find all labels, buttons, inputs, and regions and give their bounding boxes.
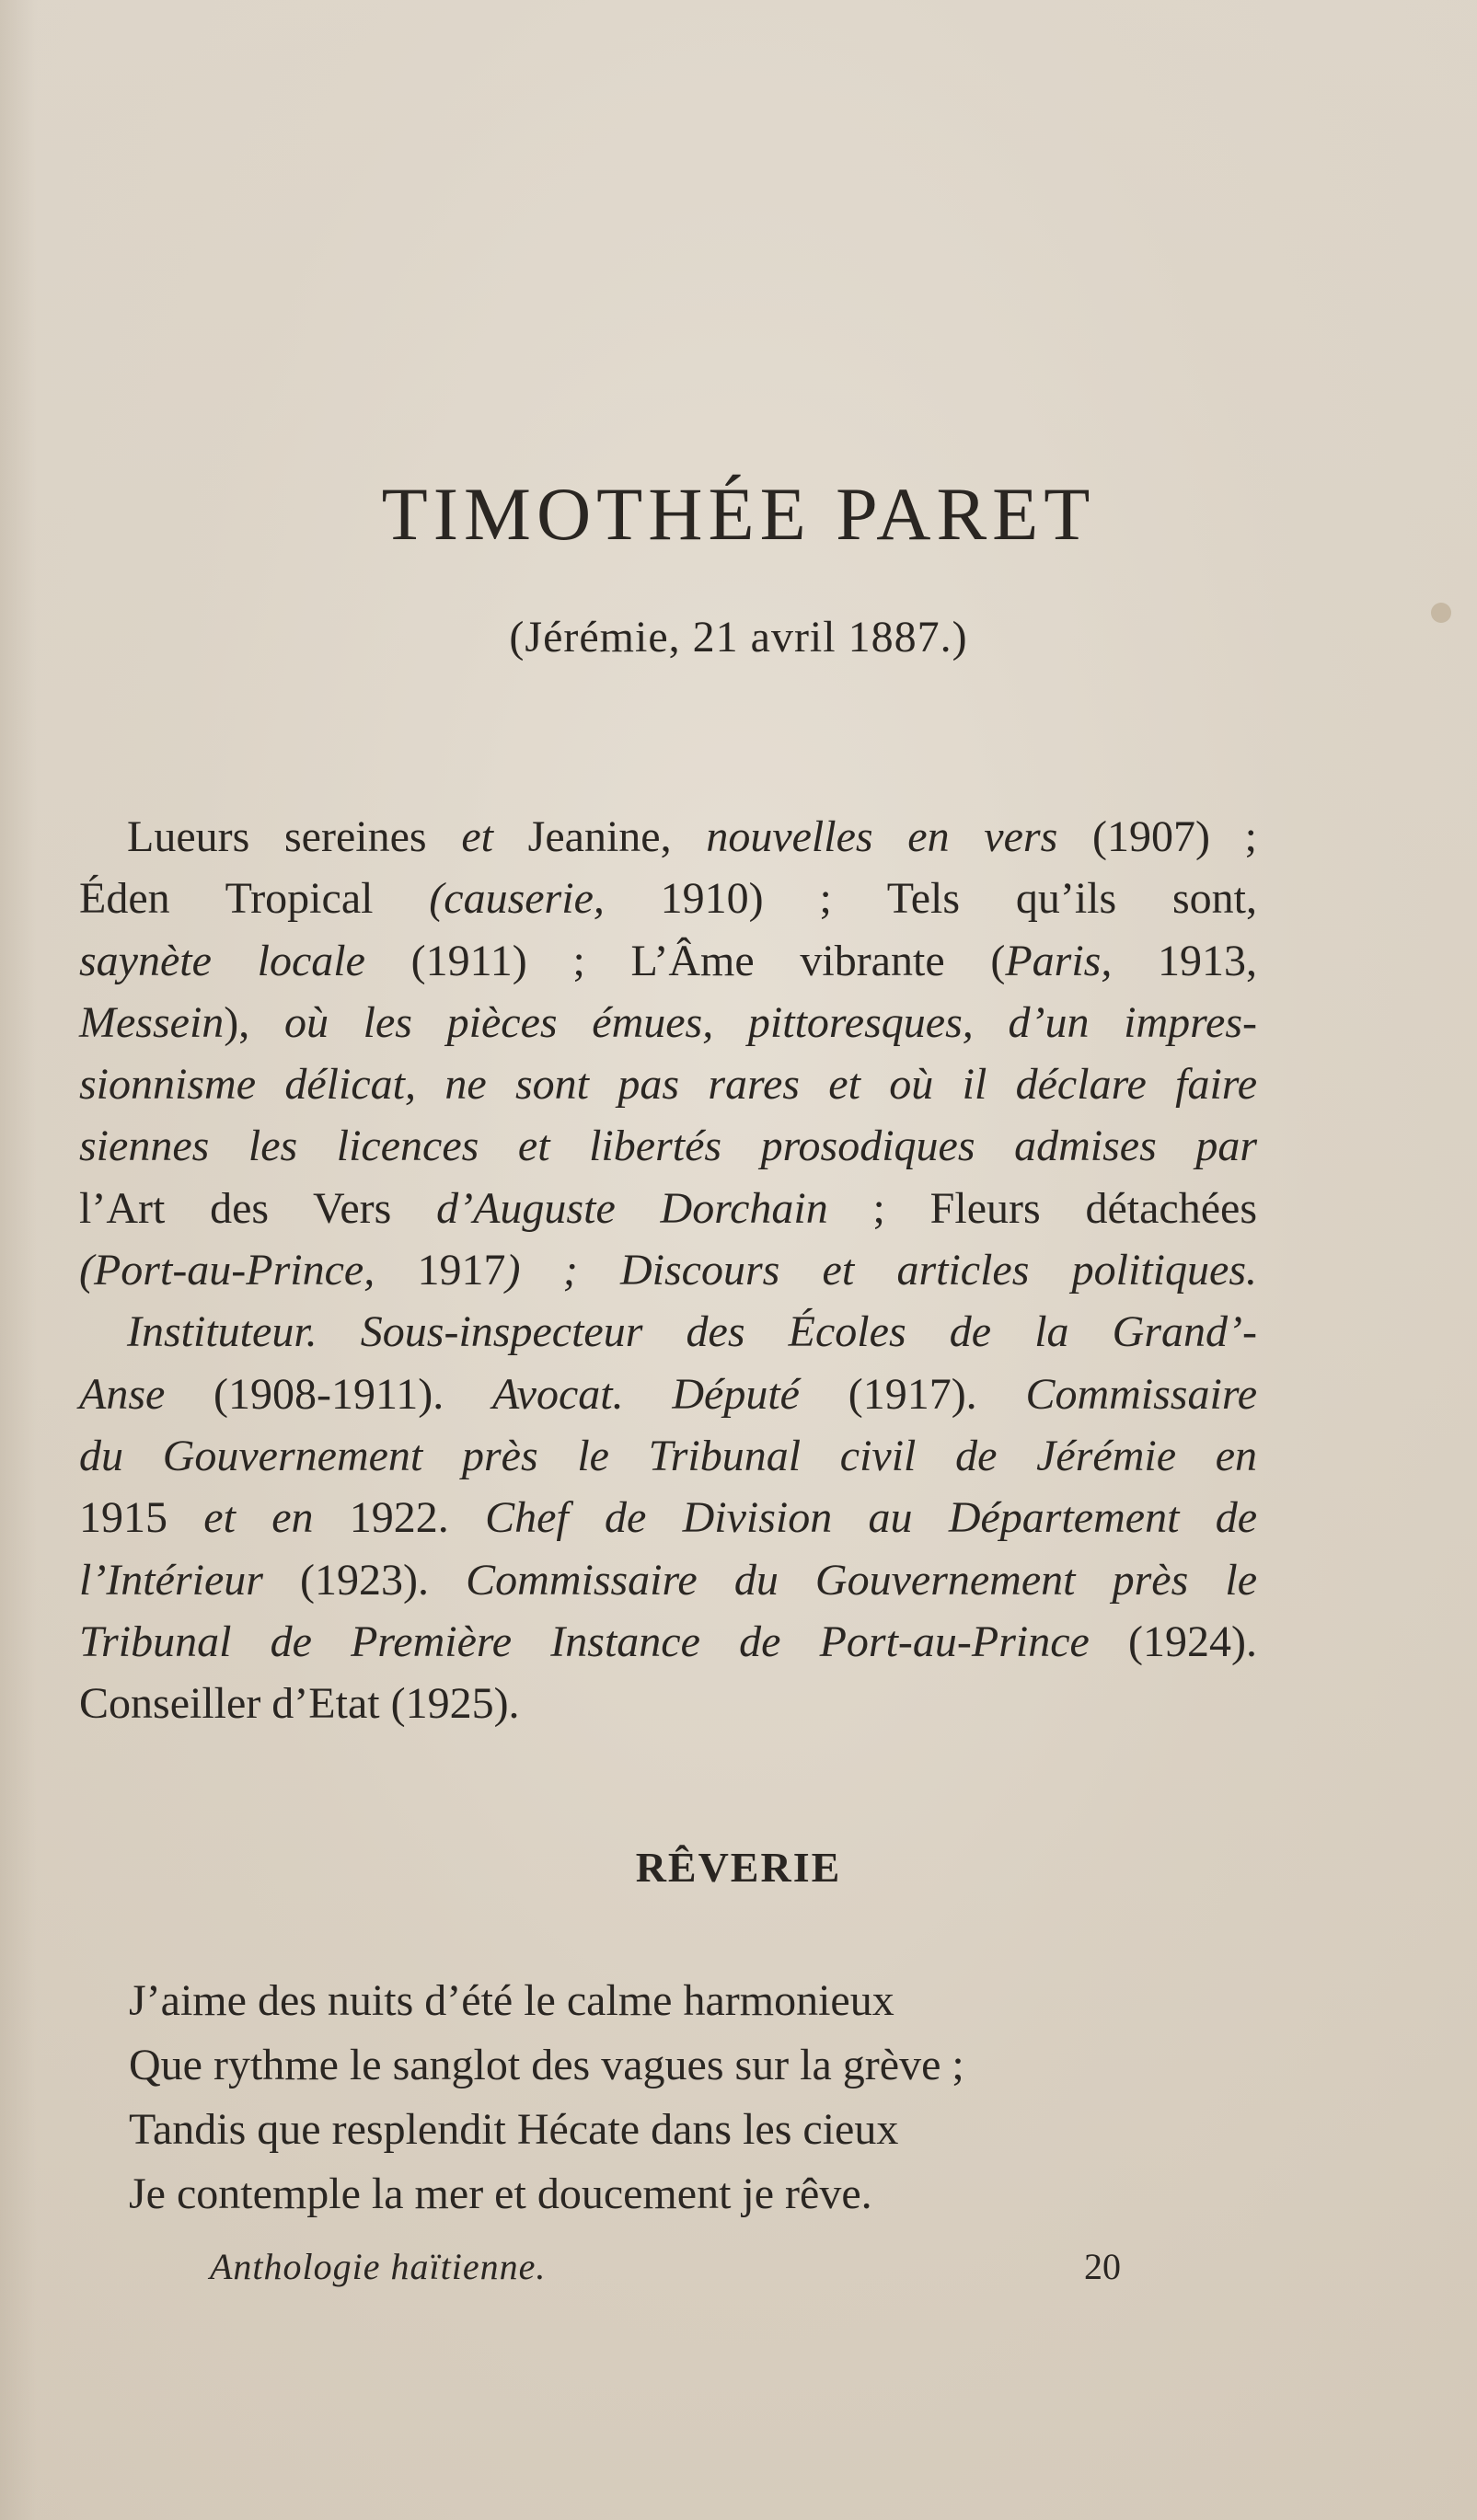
bio-line: siennes les licences et libertés prosodiques admises par	[79, 1122, 1257, 1171]
bio-line: Conseiller d’Etat (1925).	[79, 1679, 520, 1729]
bio-line: 1915 et en 1922. Chef de Division au Département de	[79, 1493, 1257, 1543]
book-title: Anthologie haïtienne.	[210, 2246, 547, 2287]
page-footer	[210, 2245, 1121, 2288]
bio-line: du Gouvernement près le Tribunal civil de Jérémie en	[79, 1431, 1257, 1480]
bio-line: Messein), où les pièces émues, pittoresques, d’un impres-	[79, 997, 1257, 1047]
bio-line: l’Art des Vers d’Auguste Dorchain ; Fleurs détachées	[79, 1183, 1258, 1233]
poem-stanza	[129, 1969, 964, 2227]
bio-line: Tribunal de Première Instance de Port-au-Prince (1924).	[79, 1617, 1257, 1666]
paper-stain	[1431, 603, 1451, 623]
bio-line: saynète locale (1911) ; L’Âme vibrante (Paris, 1913,	[79, 936, 1258, 985]
bio-line: sionnisme délicat, ne sont pas rares et où il déclare faire	[79, 1060, 1257, 1110]
bio-line: Lueurs sereines et Jeanine, nouvelles en vers (1907) ;	[127, 812, 1258, 861]
bio-line: (Port-au-Prince, 1917) ; Discours et articles politiques.	[79, 1246, 1257, 1295]
poem-title: RÊVERIE	[635, 1844, 842, 1891]
bio-line: Instituteur. Sous-inspecteur des Écoles de la Grand’-	[127, 1307, 1257, 1357]
bio-line: Éden Tropical (causerie, 1910) ; Tels qu’ils sont,	[79, 874, 1258, 924]
poem-line: Je contemple la mer et doucement je rêve.	[129, 2169, 872, 2218]
author-name-heading: TIMOTHÉE PARET	[381, 472, 1096, 556]
poem-line: Que rythme le sanglot des vagues sur la grève ;	[129, 2041, 964, 2089]
bio-line: Anse (1908-1911). Avocat. Député (1917). Commissaire	[79, 1369, 1258, 1419]
birth-place-date: (Jérémie, 21 avril 1887.)	[509, 613, 968, 662]
biography-paragraph	[79, 806, 1257, 1734]
bio-line: l’Intérieur (1923). Commissaire du Gouvernement près le	[79, 1555, 1258, 1605]
poem-line: Tandis que resplendit Hécate dans les cieux	[129, 2105, 899, 2154]
poem-line: J’aime des nuits d’été le calme harmonieux	[129, 1976, 894, 2025]
page-number: 20	[1084, 2246, 1121, 2287]
